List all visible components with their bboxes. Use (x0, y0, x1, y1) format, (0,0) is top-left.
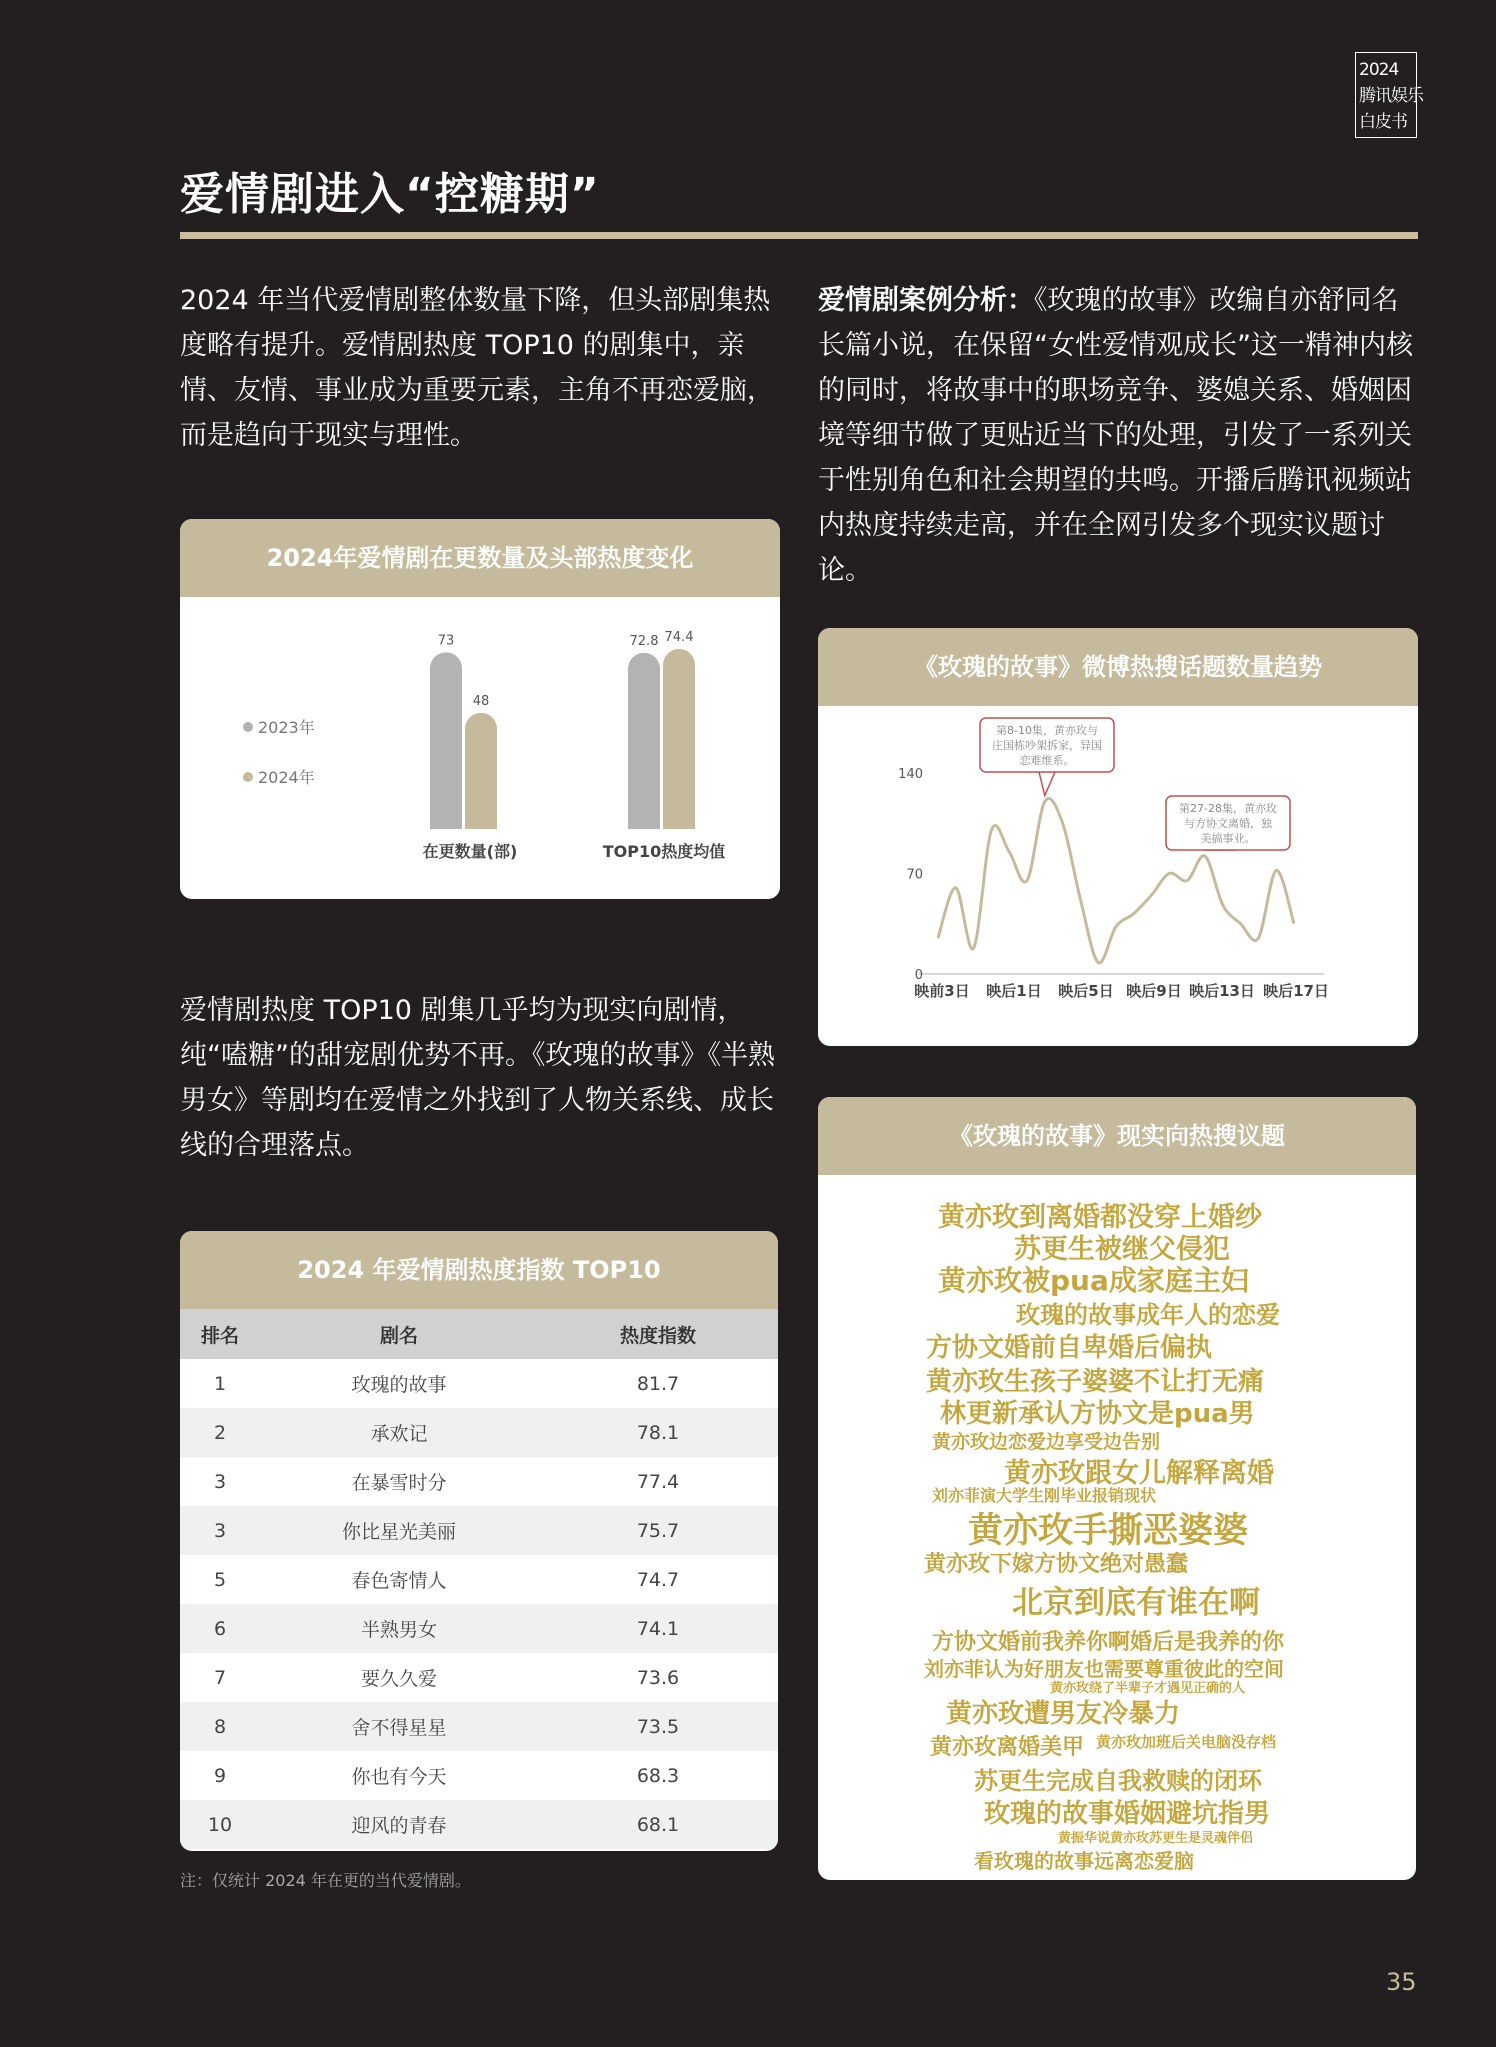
annotation-text: 第8-10集，黄亦玫与 (996, 724, 1098, 737)
table-row (180, 1800, 778, 1849)
score-cell: 77.4 (636, 1470, 680, 1493)
wordcloud-term: 黄亦玫到离婚都没穿上婚纱 (938, 1202, 1262, 1233)
wordcloud-term: 方协文婚前自卑婚后偏执 (926, 1333, 1213, 1363)
x-tick-label: 映后13日 (1189, 982, 1255, 1000)
line-chart (818, 706, 1418, 1046)
whitepaper-badge (1355, 52, 1423, 138)
wordcloud-term: 黄亦玫手撕恶婆婆 (968, 1511, 1249, 1551)
x-tick-label: 映后1日 (986, 982, 1042, 1000)
bar (628, 653, 660, 829)
wordcloud-term: 苏更生被继父侵犯 (1014, 1234, 1230, 1265)
top10-table (180, 1309, 778, 1849)
table-row (180, 1408, 778, 1457)
title-cell: 承欢记 (260, 1408, 538, 1457)
annotation-callout (1166, 796, 1290, 850)
wordcloud-term: 玫瑰的故事成年人的恋爱 (1016, 1301, 1280, 1329)
wordcloud-term: 苏更生完成自我救赎的闭环 (974, 1767, 1262, 1795)
badge-line-type: 白皮书 (1359, 112, 1407, 132)
score-cell: 68.1 (538, 1800, 778, 1849)
x-tick-label: 映后17日 (1263, 982, 1329, 1000)
second-paragraph: 爱情剧热度 TOP10 剧集几乎均为现实向剧情，纯“嗑糖”的甜宠剧优势不再。《玫瑰的故事》《半熟男女》等剧均在爱情之外找到了人物关系线、成长线的合理落点。 (180, 995, 775, 1161)
score-cell: 73.5 (538, 1702, 778, 1751)
rank-cell: 2 (180, 1408, 260, 1457)
rank-cell: 6 (180, 1604, 260, 1653)
wordcloud-term: 黄亦玫绕了半辈子才遇见正确的人 (1050, 1681, 1246, 1696)
legend-2023-label: 2023年 (258, 718, 315, 737)
score-cell: 75.7 (538, 1506, 778, 1555)
title-cell: 春色寄情人 (351, 1570, 447, 1592)
rank-cell: 10 (180, 1800, 260, 1849)
top10-table-title: 2024 年爱情剧热度指数 TOP10 (180, 1231, 778, 1309)
wordcloud-term: 看玫瑰的故事远离恋爱脑 (974, 1849, 1194, 1873)
line-chart-title: 《玫瑰的故事》微博热搜话题数量趋势 (818, 628, 1418, 706)
x-tick-label: 映后5日 (1058, 982, 1114, 1000)
table-row (180, 1506, 778, 1555)
rank-cell: 3 (180, 1506, 260, 1555)
bar-value-label: 74.4 (664, 629, 694, 645)
table-row (180, 1457, 778, 1506)
score-cell: 73.6 (636, 1666, 680, 1689)
legend-2024-swatch (243, 772, 253, 782)
title-cell: 迎风的青春 (260, 1800, 538, 1849)
rank-cell: 8 (180, 1702, 260, 1751)
badge-line-brand: 腾讯娱乐 (1359, 86, 1423, 106)
wordcloud-term: 林更新承认方协文是pua男 (940, 1399, 1255, 1429)
case-heading: 爱情剧案例分析： (818, 285, 1034, 316)
bar-value-label: 72.8 (629, 633, 659, 649)
table-row (180, 1751, 778, 1800)
title-cell: 半熟男女 (260, 1604, 538, 1653)
case-text: 《玫瑰的故事》改编自亦舒同名长篇小说，在保留“女性爱情观成长”这一精神内核的同时，将故事中的职场竞争、婆媳关系、婚姻困境等细节做了更贴近当下的处理，引发了一系列关于性别角色和社会期望的共鸣。开播后腾讯视频站内热度持续走高，并在全网引发多个现实议题讨论。 (818, 285, 1413, 586)
page-number: 35 (1386, 1968, 1417, 1996)
annotation-callout (980, 718, 1114, 796)
rank-cell: 5 (213, 1568, 227, 1591)
wordcloud-term: 黄亦玫离婚美甲 (930, 1735, 1085, 1760)
table-row (180, 1555, 778, 1604)
title-cell: 你比星光美丽 (260, 1506, 538, 1555)
wordcloud-term: 黄亦玫边恋爱边享受边告别 (932, 1431, 1161, 1453)
y-tick-label: 140 (898, 766, 923, 782)
title-cell: 舍不得星星 (260, 1702, 538, 1751)
wordcloud-term: 北京到底有谁在啊 (1012, 1585, 1260, 1621)
wordcloud-term: 方协文婚前我养你啊婚后是我养的你 (932, 1630, 1285, 1655)
bar-category-label: TOP10热度均值 (602, 842, 726, 861)
legend-2023-swatch (243, 722, 253, 732)
wordcloud-term: 玫瑰的故事婚姻避坑指男 (984, 1799, 1271, 1829)
wordcloud-title: 《玫瑰的故事》现实向热搜议题 (818, 1097, 1416, 1175)
bar-value-label: 73 (437, 633, 455, 649)
annotation-pointer (1039, 772, 1055, 796)
wordcloud-term: 黄亦玫生孩子婆婆不让打无痛 (926, 1367, 1265, 1397)
rank-cell: 9 (213, 1764, 227, 1787)
wordcloud-term: 黄亦玫跟女儿解释离婚 (1004, 1458, 1274, 1489)
col-header-rank: 排名 (180, 1309, 260, 1359)
x-tick-label: 映前3日 (914, 982, 970, 1000)
bar-chart (180, 597, 780, 899)
badge-line-year: 2024 (1359, 60, 1399, 80)
bar-category-label: 在更数量(部) (422, 842, 518, 861)
wordcloud-term: 黄亦玫被pua成家庭主妇 (938, 1264, 1249, 1297)
table-row (180, 1653, 778, 1702)
wordcloud-term: 黄亦玫下嫁方协文绝对愚蠢 (924, 1552, 1189, 1577)
bar (430, 652, 462, 829)
annotation-text: 庄国栋吵架拆家，异国 (992, 739, 1102, 752)
rank-cell: 3 (213, 1470, 227, 1493)
annotation-text: 第27-28集，黄亦玫 (1179, 802, 1277, 815)
score-cell: 78.1 (538, 1408, 778, 1457)
rank-cell: 1 (213, 1372, 227, 1395)
case-paragraph (818, 278, 1418, 593)
annotation-text: 美搞事业。 (1200, 832, 1256, 845)
annotation-text: 与方协文离婚，独 (1184, 817, 1272, 830)
title-cell: 要久久爱 (360, 1668, 437, 1690)
wordcloud-term: 黄亦玫加班后关电脑没存档 (1096, 1733, 1277, 1751)
wordcloud-term: 刘亦菲演大学生刚毕业报销现状 (932, 1486, 1157, 1505)
legend-2024-label: 2024年 (258, 768, 315, 787)
col-header-score: 热度指数 (538, 1309, 778, 1359)
rank-cell: 7 (213, 1666, 227, 1689)
y-tick-label: 0 (914, 968, 923, 983)
score-cell: 74.1 (538, 1604, 778, 1653)
y-tick-label: 70 (906, 867, 923, 883)
top10-table-card (180, 1231, 778, 1851)
title-divider (180, 232, 1418, 239)
bar-chart-card (180, 519, 780, 899)
table-row (180, 1604, 778, 1653)
bar (663, 649, 695, 829)
line-chart-card (818, 628, 1418, 1046)
table-row (180, 1702, 778, 1751)
bar-chart-title: 2024年爱情剧在更数量及头部热度变化 (180, 519, 780, 597)
score-cell: 68.3 (636, 1764, 680, 1787)
wordcloud-term: 刘亦菲认为好朋友也需要尊重彼此的空间 (924, 1657, 1284, 1681)
bar (465, 713, 497, 829)
footnote: 注：仅统计 2024 年在更的当代爱情剧。 (180, 1871, 471, 1890)
wordcloud-term: 黄振华说黄亦玫苏更生是灵魂伴侣 (1058, 1831, 1254, 1846)
table-row (180, 1359, 778, 1408)
wordcloud-term: 黄亦玫遭男友冷暴力 (946, 1699, 1181, 1729)
x-tick-label: 映后9日 (1126, 982, 1182, 1000)
score-cell: 74.7 (636, 1568, 680, 1591)
score-cell: 81.7 (636, 1372, 680, 1395)
title-cell: 在暴雪时分 (351, 1472, 447, 1494)
annotation-text: 恋难维系。 (1019, 754, 1075, 767)
col-header-title: 剧名 (260, 1309, 538, 1359)
intro-paragraph: 2024 年当代爱情剧整体数量下降，但头部剧集热度略有提升。爱情剧热度 TOP10 的剧集中，亲情、友情、事业成为重要元素，主角不再恋爱脑，而是趋向于现实与理性。 (180, 285, 774, 451)
title-cell: 你也有今天 (351, 1766, 447, 1788)
page-title: 爱情剧进入“控糖期” (180, 169, 600, 220)
wordcloud-card (818, 1097, 1416, 1880)
bar-value-label: 48 (472, 693, 490, 709)
title-cell: 玫瑰的故事 (351, 1374, 447, 1396)
